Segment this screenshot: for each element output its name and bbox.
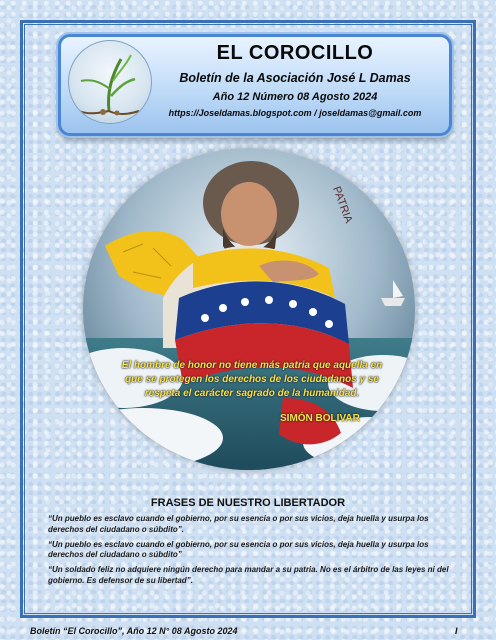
quote-author: SIMÓN BOLIVAR bbox=[280, 413, 360, 424]
phrase-item: “Un pueblo es esclavo cuando el gobierno, por su esencia o por sus vicios, deja huella y usurpa los derechos del ciudadano o súbdito”. bbox=[48, 514, 429, 534]
patria-banner-text: PATRIA bbox=[330, 184, 355, 225]
phrase-item: “Un pueblo es esclavo cuando el gobierno, por su esencia o por sus vicios, deja huella y usurpa los derechos del ciudadano o súbdito” bbox=[48, 539, 429, 559]
bolivar-quote: El hombre de honor no tiene más patria que aquella en que se protegen los derechos de los ciudadanos y se respeta el carácter sagrado de la humanidad. bbox=[121, 360, 383, 399]
plant-logo-icon bbox=[68, 40, 152, 124]
newsletter-title: EL COROCILLO bbox=[216, 42, 374, 64]
contact-links[interactable]: https://Joseldamas.blogspot.com / joseldamas@gmail.com bbox=[168, 108, 422, 118]
quote-block bbox=[118, 359, 386, 401]
page-number: I bbox=[455, 626, 458, 636]
footer-text: Boletín “El Corocillo”, Año 12 N° 08 Agosto 2024 bbox=[30, 626, 238, 636]
issue-info: Año 12 Número 08 Agosto 2024 bbox=[212, 91, 378, 103]
phrases-list bbox=[48, 514, 460, 591]
newsletter-subtitle: Boletín de la Asociación José L Damas bbox=[179, 71, 411, 85]
section-title: FRASES DE NUESTRO LIBERTADOR bbox=[150, 497, 346, 509]
phrase-item: “Un soldado feliz no adquiere ningún derecho para mandar a su patria. No es el árbitro de las leyes ni del gobierno. Es defensor de su libertad”. bbox=[48, 565, 449, 585]
